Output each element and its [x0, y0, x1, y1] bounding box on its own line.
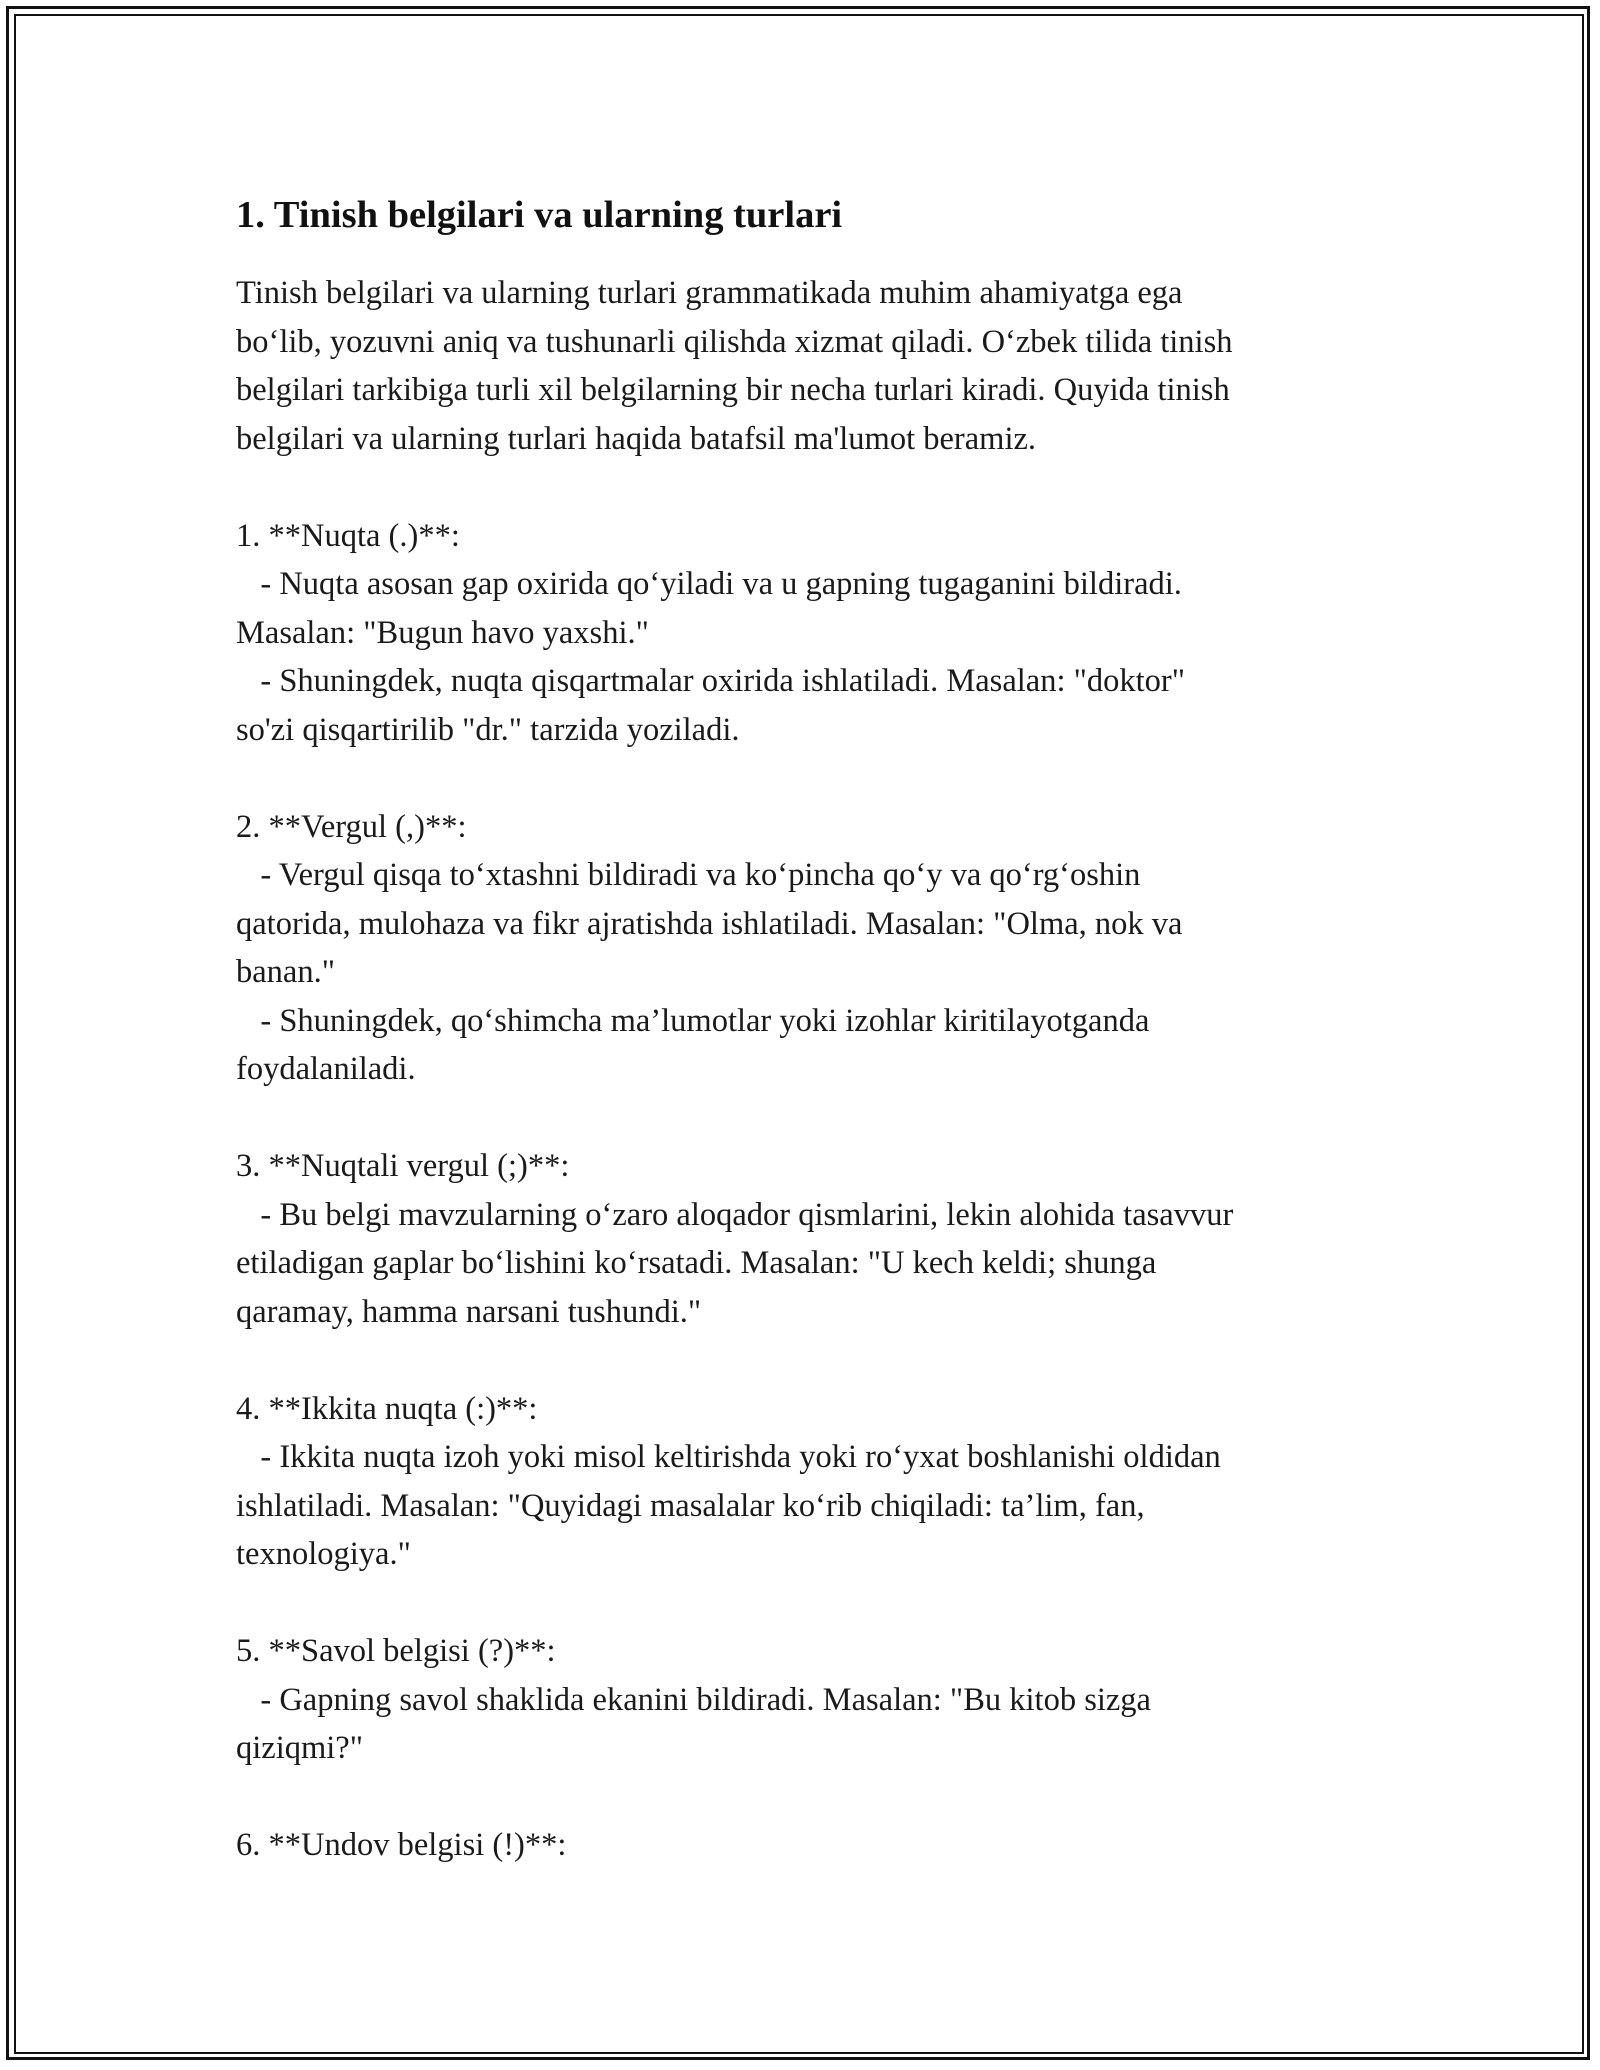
section-heading: 3. **Nuqtali vergul (;)**: — [236, 1148, 570, 1184]
section-spacer — [236, 1094, 1386, 1143]
document-title: 1. Tinish belgilari va ularning turlari — [236, 194, 843, 236]
section-heading: 2. **Vergul (,)**: — [236, 808, 467, 845]
intro-paragraph: Tinish belgilari va ularning turlari grammatikada muhim ahamiyatga ega bo‘lib, yozuvni aniq va tushunarli qilishda xizmat qiladi. O‘zbek tilida tinish belgilari tarkibiga turli xil belgilarning bir necha turlari kiradi. Quyida tinish belgilari va ularning turlari haqida batafsil ma'lumot beramiz. — [236, 275, 1233, 457]
section-text-line: etiladigan gaplar bo‘lishini ko‘rsatadi. Masalan: "U kech keldi; shunga — [236, 1245, 1157, 1281]
section-spacer — [236, 463, 1386, 512]
document-body — [236, 185, 1386, 1870]
section-text-line: - Vergul qisqa to‘xtashni bildiradi va ko‘pincha qo‘y va qo‘rg‘oshin — [236, 857, 1141, 893]
section-heading: 4. **Ikkita nuqta (:)**: — [236, 1390, 538, 1427]
section-text-line: - Shuningdek, nuqta qisqartmalar oxirida ishlatiladi. Masalan: "doktor" — [236, 663, 1185, 699]
section-text-line: - Shuningdek, qo‘shimcha ma’lumotlar yoki izohlar kiritilayotganda — [236, 1002, 1150, 1039]
section-heading: 1. **Nuqta (.)**: — [236, 517, 460, 554]
section-spacer — [236, 754, 1386, 803]
section-text-line: qatorida, mulohaza va fikr ajratishda ishlatiladi. Masalan: "Olma, nok va — [236, 905, 1183, 942]
list-item — [236, 512, 1386, 755]
section-text-line: - Ikkita nuqta izoh yoki misol keltirishda yoki ro‘yxat boshlanishi oldidan — [236, 1439, 1221, 1475]
section-text-line: - Gapning savol shaklida ekanini bildiradi. Masalan: "Bu kitob sizga — [236, 1681, 1151, 1718]
section-text-line: - Nuqta asosan gap oxirida qo‘yiladi va u gapning tugaganini bildiradi. — [236, 566, 1182, 602]
list-item — [236, 1385, 1386, 1579]
section-heading: 5. **Savol belgisi (?)**: — [236, 1633, 556, 1669]
section-spacer — [236, 1773, 1386, 1822]
section-text-line: qaramay, hamma narsani tushundi." — [236, 1293, 702, 1330]
section-text-line: Masalan: "Bugun havo yaxshi." — [236, 614, 649, 651]
list-item — [236, 1821, 1386, 1870]
section-text-line: qiziqmi?" — [236, 1730, 363, 1766]
list-item — [236, 803, 1386, 1094]
section-heading: 6. **Undov belgisi (!)**: — [236, 1827, 567, 1863]
section-spacer — [236, 1579, 1386, 1628]
section-text-line: ishlatiladi. Masalan: "Quyidagi masalalar ko‘rib chiqiladi: ta’lim, fan, — [236, 1487, 1145, 1524]
list-item — [236, 1142, 1386, 1336]
list-item — [236, 1627, 1386, 1773]
section-text-line: texnologiya." — [236, 1536, 411, 1572]
section-text-line: so'zi qisqartirilib "dr." tarzida yoziladi. — [236, 711, 740, 748]
section-text-line: - Bu belgi mavzularning o‘zaro aloqador qismlarini, lekin alohida tasavvur — [236, 1196, 1234, 1233]
sections-container — [236, 463, 1386, 1870]
section-text-line: banan." — [236, 954, 335, 990]
section-spacer — [236, 1336, 1386, 1385]
section-text-line: foydalaniladi. — [236, 1051, 416, 1087]
